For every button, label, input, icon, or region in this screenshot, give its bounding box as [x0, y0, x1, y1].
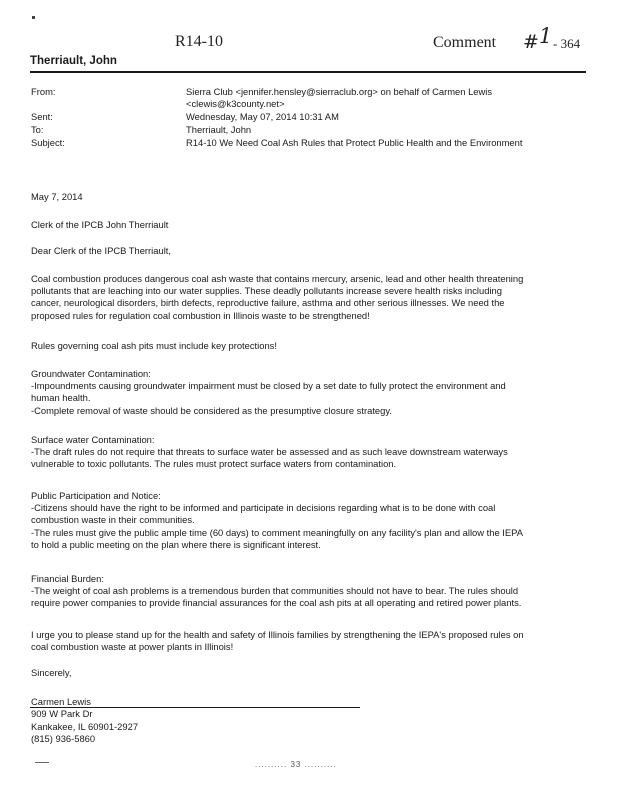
comment-label: Comment — [433, 34, 497, 51]
protections-line: Rules governing coal ash pits must include key protections! — [31, 340, 277, 351]
section-line: combustion waste in their communities. — [31, 514, 195, 526]
section-line: -Complete removal of waste should be considered as the presumptive closure strategy. — [31, 404, 392, 416]
signature-city: Kankakee, IL 60901-2927 — [31, 720, 139, 732]
signature-phone: (815) 936-5860 — [31, 733, 96, 745]
header-rule — [30, 71, 586, 73]
sender-name: Therriault, John — [30, 55, 117, 67]
page-mark-number: 33 — [290, 760, 302, 769]
signature-rule — [30, 707, 360, 708]
section-line: -The draft rules do not require that threats to surface water be assessed and as such leave downstream waterways — [31, 446, 508, 458]
letter-date: May 7, 2014 — [31, 191, 83, 202]
section-line: -The weight of coal ash problems is a tremendous burden that communities should not have to bear. The rules should — [31, 585, 519, 597]
comment-suffix: - 364 — [553, 36, 581, 51]
section-line: require power companies to provide financial assurances for the coal ash pits at all operating and retired power plants. — [31, 597, 522, 609]
signature-block — [31, 696, 138, 746]
letter-salutation: Dear Clerk of the IPCB Therriault, — [31, 245, 171, 256]
closing-line: I urge you to please stand up for the health and safety of Illinois families by strengthening the IEPA's proposed rules on — [31, 629, 524, 640]
section-heading: Financial Burden: — [31, 573, 104, 584]
intro-line: cancer, neurological disorders, birth defects, reproductive failure, asthma and other serious illnesses. We need the — [31, 297, 505, 309]
section-line: -Impoundments causing groundwater impairment must be closed by a set date to fully protect the environment and — [31, 380, 506, 392]
signoff: Sincerely, — [31, 667, 72, 678]
section-line: to hold a public meeting on the plan where there is significant interest. — [31, 538, 321, 550]
from-label: From: — [31, 86, 56, 97]
section-heading: Public Participation and Notice: — [31, 490, 161, 501]
from-value-line1: Sierra Club <jennifer.hensley@sierraclub.org> on behalf of Carmen Lewis — [186, 86, 493, 97]
docket-number: R14-10 — [175, 33, 223, 50]
section-groundwater — [31, 368, 587, 417]
comment-hash — [523, 24, 553, 53]
scan-mark — [32, 16, 35, 19]
intro-line: pollutants that are leaching into our water supplies. These deadly pollutants increase severe health risks including — [31, 285, 502, 297]
intro-paragraph — [31, 273, 587, 322]
section-financial-burden — [31, 573, 587, 610]
signature-name: Carmen Lewis — [31, 696, 91, 707]
closing-paragraph — [31, 629, 587, 653]
section-public-participation — [31, 490, 587, 551]
subject-label: Subject: — [31, 137, 65, 148]
section-line: vulnerable to toxic pollutants. The rules must protect surface waters from contamination. — [31, 458, 397, 470]
section-surface-water — [31, 434, 587, 471]
from-value-line2: <clewis@k3county.net> — [186, 98, 285, 109]
subject-value: R14-10 We Need Coal Ash Rules that Protect Public Health and the Environment — [186, 137, 523, 148]
sent-label: Sent: — [31, 111, 53, 122]
closing-line: coal combustion waste at power plants in Illinois! — [31, 641, 234, 653]
section-heading: Groundwater Contamination: — [31, 368, 151, 379]
intro-line: Coal combustion produces dangerous coal ash waste that contains mercury, arsenic, lead and other health threatening — [31, 273, 524, 284]
page-mark: .......... 33 .......... — [255, 760, 337, 769]
section-line: -The rules must give the public ample time (60 days) to comment meaningfully on any facility's plan and allow the IEPA — [31, 526, 523, 538]
sent-value: Wednesday, May 07, 2014 10:31 AM — [186, 111, 339, 122]
section-line: human health. — [31, 392, 91, 404]
signature-street: 909 W Park Dr — [31, 708, 93, 720]
intro-line: proposed rules for regulation coal combustion in Illinois waste to be strengthened! — [31, 309, 370, 321]
comment-number: 1 — [538, 24, 553, 48]
comment-hash-symbol: # — [523, 31, 539, 53]
letter-addressee: Clerk of the IPCB John Therriault — [31, 219, 169, 230]
to-label: To: — [31, 124, 44, 135]
to-value: Therriault, John — [186, 124, 252, 135]
section-line: -Citizens should have the right to be informed and participate in decisions regarding what is to be done with coal — [31, 502, 496, 514]
section-heading: Surface water Contamination: — [31, 434, 155, 445]
footer-mark — [35, 762, 49, 763]
